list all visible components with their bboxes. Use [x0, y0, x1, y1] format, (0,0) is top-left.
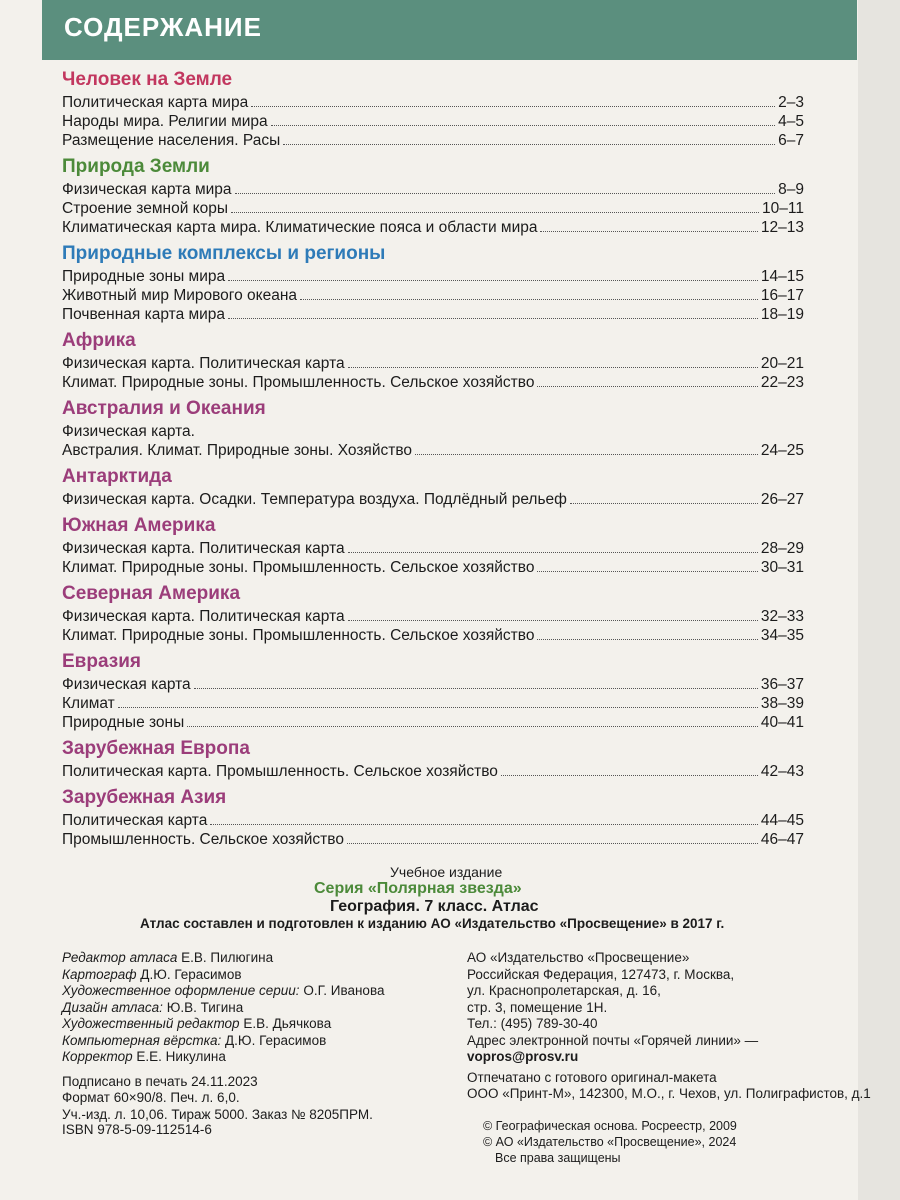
- toc-entry: [62, 441, 804, 460]
- credit-role: Художественный редактор: [62, 1016, 240, 1031]
- dot-leader: [570, 493, 758, 504]
- credit-role: Дизайн атласа:: [62, 999, 163, 1015]
- credit-name: Е.В. Дьячкова: [243, 1016, 332, 1031]
- page-number: 18–19: [760, 306, 804, 323]
- edition-label: Учебное издание: [390, 864, 503, 880]
- dot-leader: [348, 610, 758, 621]
- table-of-contents: [62, 66, 804, 854]
- book-title: География. 7 класс. Атлас: [330, 898, 539, 915]
- dot-leader: [235, 183, 776, 194]
- entry-title: Политическая карта. Промышленность. Сельское хозяйство: [62, 763, 498, 780]
- toc-entry: [62, 422, 804, 441]
- page-number: 24–25: [760, 442, 804, 459]
- dot-leader: [415, 444, 758, 455]
- toc-entry: [62, 267, 804, 286]
- page-number: 2–3: [778, 94, 804, 111]
- dot-leader: [198, 426, 801, 436]
- page-number: 40–41: [760, 714, 804, 731]
- page-number: 44–45: [760, 812, 804, 829]
- section-title: Зарубежная Европа: [62, 738, 250, 759]
- dot-leader: [347, 833, 758, 844]
- page-number: 10–11: [762, 200, 804, 217]
- credit-role: Корректор: [62, 1049, 133, 1064]
- entry-title: Климат: [62, 695, 115, 712]
- dot-leader: [537, 561, 757, 572]
- entry-title: Климат. Природные зоны. Промышленность. Сельское хозяйство: [62, 559, 535, 576]
- credit-name: Д.Ю. Герасимов: [140, 966, 242, 982]
- page-number: 46–47: [760, 831, 804, 848]
- toc-section: [62, 737, 804, 781]
- credit-line: [62, 1049, 452, 1066]
- toc-section: [62, 465, 804, 509]
- section-title: Северная Америка: [62, 583, 241, 604]
- publisher-line: Российская Федерация, 127473, г. Москва,: [467, 966, 735, 982]
- section-title: Евразия: [62, 651, 141, 672]
- credit-line: [62, 983, 452, 1000]
- credit-line: [62, 1000, 452, 1017]
- entry-title: Народы мира. Религии мира: [62, 113, 268, 130]
- section-title: Южная Америка: [62, 515, 216, 536]
- dot-leader: [118, 697, 758, 708]
- page-number: 20–21: [760, 355, 804, 372]
- toc-section: [62, 155, 804, 237]
- toc-entry: [62, 93, 804, 112]
- credits-column: [62, 950, 452, 1123]
- page-number: 6–7: [778, 132, 804, 149]
- entry-title: Строение земной коры: [62, 200, 228, 217]
- credit-role: Картограф: [62, 966, 137, 982]
- page-number: 42–43: [760, 763, 804, 780]
- toc-section: [62, 329, 804, 392]
- section-title: Антарктида: [62, 466, 172, 487]
- entry-title: Размещение населения. Расы: [62, 132, 281, 149]
- toc-section: [62, 68, 804, 150]
- entry-title: Физическая карта: [62, 676, 191, 693]
- dot-leader: [210, 814, 758, 825]
- entry-title: Климатическая карта мира. Климатические пояса и области мира: [62, 219, 538, 236]
- toc-entry: [62, 131, 804, 150]
- entry-title: Физическая карта. Политическая карта: [62, 355, 345, 372]
- credit-name: Ю.В. Тигина: [166, 999, 244, 1015]
- credit-line: [62, 1016, 452, 1033]
- toc-entry: [62, 490, 804, 509]
- toc-entry: [62, 199, 804, 218]
- page-number: 12–13: [760, 219, 804, 236]
- toc-entry: [62, 626, 804, 645]
- dot-leader: [348, 357, 758, 368]
- page-number: 26–27: [760, 491, 804, 508]
- copyright-line: © АО «Издательство «Просвещение», 2024: [483, 1135, 737, 1149]
- section-title: Природные комплексы и регионы: [62, 243, 386, 264]
- entry-title: Физическая карта мира: [62, 181, 232, 198]
- entry-title: Австралия. Климат. Природные зоны. Хозяйство: [62, 442, 413, 459]
- toc-entry: [62, 305, 804, 324]
- page-number: 14–15: [760, 268, 804, 285]
- entry-title: Политическая карта: [62, 812, 208, 829]
- page-title: СОДЕРЖАНИЕ: [64, 12, 262, 42]
- toc-section: [62, 242, 804, 324]
- toc-section: [62, 582, 804, 645]
- series-title: Серия «Полярная звезда»: [314, 880, 522, 897]
- toc-entry: [62, 218, 804, 237]
- page-number: 32–33: [760, 608, 804, 625]
- dot-leader: [540, 221, 757, 232]
- credit-name: О.Г. Иванова: [303, 983, 385, 998]
- dot-leader: [348, 542, 758, 553]
- dot-leader: [537, 376, 757, 387]
- entry-title: Природные зоны мира: [62, 268, 226, 285]
- toc-entry: [62, 112, 804, 131]
- entry-title: Климат. Природные зоны. Промышленность. Сельское хозяйство: [62, 374, 535, 391]
- page-number: 16–17: [760, 287, 804, 304]
- section-title: Австралия и Океания: [62, 398, 266, 419]
- toc-entry: [62, 373, 804, 392]
- dot-leader: [194, 678, 758, 689]
- credit-role: Художественное оформление серии:: [62, 983, 300, 998]
- copyright-line: Все права защищены: [495, 1151, 621, 1165]
- page-number: 22–23: [760, 374, 804, 391]
- entry-title: Физическая карта. Осадки. Температура воздуха. Подлёдный рельеф: [62, 491, 567, 508]
- entry-title: Физическая карта. Политическая карта: [62, 540, 345, 557]
- printer-line: ООО «Принт-М», 142300, М.О., г. Чехов, ул. Полиграфистов, д.1: [467, 1086, 871, 1101]
- page-header: [42, 0, 857, 60]
- page-number: 28–29: [760, 540, 804, 557]
- section-title: Африка: [62, 330, 136, 351]
- credit-role: Редактор атласа: [62, 950, 178, 965]
- print-line: Подписано в печать 24.11.2023: [62, 1073, 258, 1089]
- dot-leader: [251, 96, 775, 107]
- toc-entry: [62, 675, 804, 694]
- toc-entry: [62, 762, 804, 781]
- toc-entry: [62, 607, 804, 626]
- compiled-note: Атлас составлен и подготовлен к изданию АО «Издательство «Просвещение» в 2017 г.: [140, 916, 725, 931]
- toc-section: [62, 514, 804, 577]
- section-title: Человек на Земле: [62, 69, 233, 90]
- publisher-line: ул. Краснопролетарская, д. 16,: [467, 983, 661, 998]
- publisher-line: Адрес электронной почты «Горячей линии» —: [467, 1032, 759, 1048]
- publisher-line: АО «Издательство «Просвещение»: [467, 950, 690, 965]
- credit-name: Е.Е. Никулина: [136, 1049, 226, 1064]
- page-number: 8–9: [778, 181, 804, 198]
- toc-entry: [62, 830, 804, 849]
- toc-entry: [62, 539, 804, 558]
- entry-title: Природные зоны: [62, 714, 185, 731]
- credits-list: [62, 950, 452, 1066]
- toc-entry: [62, 713, 804, 732]
- dot-leader: [228, 308, 758, 319]
- copyright-block: [483, 1118, 737, 1166]
- page-number: 34–35: [760, 627, 804, 644]
- copyright-line: © Географическая основа. Росреестр, 2009: [483, 1119, 737, 1133]
- toc-section: [62, 397, 804, 460]
- toc-entry: [62, 354, 804, 373]
- print-line: Уч.-изд. л. 10,06. Тираж 5000. Заказ № 8205ПРМ.: [62, 1106, 373, 1122]
- toc-entry: [62, 286, 804, 305]
- publisher-column: [467, 950, 871, 1103]
- credit-line: [62, 1033, 452, 1050]
- dot-leader: [283, 134, 775, 145]
- hotline-email: vopros@prosv.ru: [467, 1049, 579, 1064]
- page-number: 4–5: [778, 113, 804, 130]
- toc-section: [62, 650, 804, 732]
- dot-leader: [228, 270, 758, 281]
- toc-section: [62, 786, 804, 849]
- page-number: 36–37: [760, 676, 804, 693]
- dot-leader: [187, 716, 758, 727]
- dot-leader: [501, 765, 758, 776]
- publisher-line: Тел.: (495) 789-30-40: [467, 1016, 598, 1031]
- publisher-line: стр. 3, помещение 1Н.: [467, 999, 608, 1015]
- credit-role: Компьютерная вёрстка:: [62, 1032, 222, 1048]
- dot-leader: [271, 115, 775, 126]
- toc-entry: [62, 180, 804, 199]
- credit-line: [62, 950, 452, 967]
- entry-title: Почвенная карта мира: [62, 306, 226, 323]
- entry-title: Политическая карта мира: [62, 94, 249, 111]
- section-title: Природа Земли: [62, 156, 210, 177]
- isbn: ISBN 978-5-09-112514-6: [62, 1122, 212, 1137]
- page-number: 30–31: [760, 559, 804, 576]
- printer-line: Отпечатано с готового оригинал-макета: [467, 1069, 717, 1085]
- print-line: Формат 60×90/8. Печ. л. 6,0.: [62, 1090, 240, 1105]
- credit-line: [62, 967, 452, 984]
- toc-entry: [62, 558, 804, 577]
- dot-leader: [300, 289, 758, 300]
- entry-title: Климат. Природные зоны. Промышленность. Сельское хозяйство: [62, 627, 535, 644]
- credit-name: Е.В. Пилюгина: [181, 950, 274, 965]
- page-number: 38–39: [760, 695, 804, 712]
- entry-title: Животный мир Мирового океана: [62, 287, 298, 304]
- toc-entry: [62, 694, 804, 713]
- credit-name: Д.Ю. Герасимов: [225, 1032, 327, 1048]
- dot-leader: [231, 202, 759, 213]
- dot-leader: [537, 629, 757, 640]
- section-title: Зарубежная Азия: [62, 787, 227, 808]
- imprint: [62, 864, 842, 931]
- entry-title: Физическая карта. Политическая карта: [62, 608, 345, 625]
- entry-title: Физическая карта.: [62, 423, 195, 440]
- toc-entry: [62, 811, 804, 830]
- entry-title: Промышленность. Сельское хозяйство: [62, 831, 344, 848]
